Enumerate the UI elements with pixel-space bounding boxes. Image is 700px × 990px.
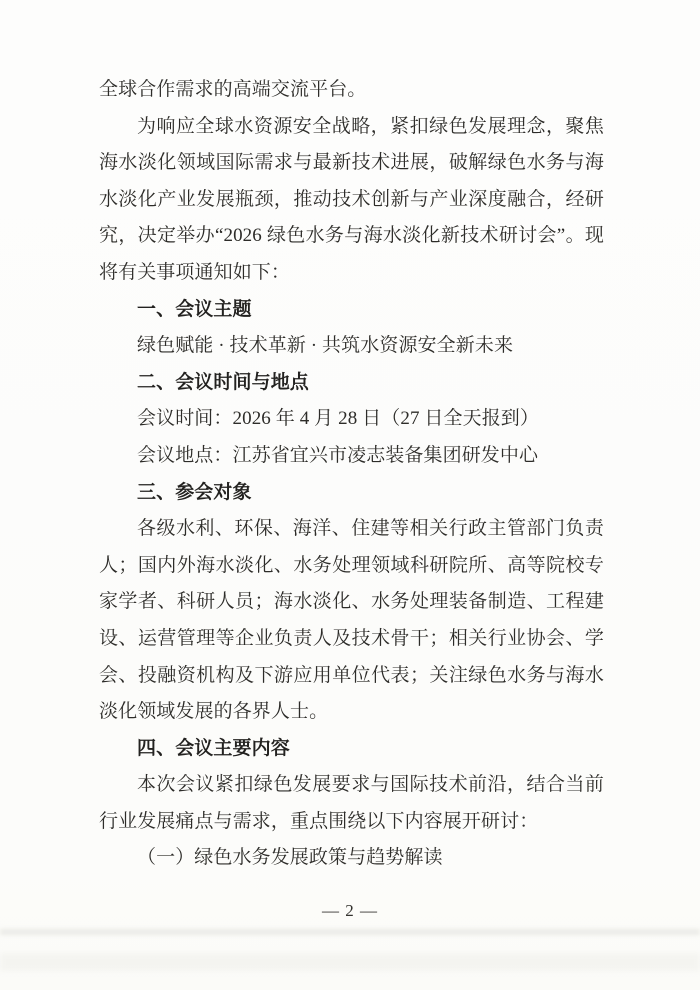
paragraph: 本次会议紧扣绿色发展要求与国际技术前沿，结合当前行业发展痛点与需求，重点围绕以下内容展开研讨： <box>99 774 604 832</box>
paragraph: 全球合作需求的高端交流平台。 <box>99 79 367 100</box>
section-heading: 三、参会对象 <box>137 481 252 503</box>
paragraph: 会议地点：江苏省宜兴市凌志装备集团研发中心 <box>137 444 539 466</box>
document-body <box>99 72 604 877</box>
paragraph: 为响应全球水资源安全战略，紧扣绿色发展理念，聚焦海水淡化领域国际需求与最新技术进展，破解绿色水务与海水淡化产业发展瓶颈，推动技术创新与产业深度融合，经研究，决定举办“2026 绿色水务与海水淡化新技术研讨会”。现将有关事项通知如下： <box>99 115 604 283</box>
section-heading: 一、会议主题 <box>137 298 252 320</box>
section-heading: 二、会议时间与地点 <box>137 371 309 393</box>
scan-artifact-band <box>0 953 700 971</box>
paragraph: 绿色赋能 · 技术革新 · 共筑水资源安全新未来 <box>137 335 514 357</box>
paragraph: （一）绿色水务发展政策与趋势解读 <box>137 847 443 869</box>
paragraph: 会议时间：2026 年 4 月 28 日（27 日全天报到） <box>137 408 540 430</box>
section-heading: 四、会议主要内容 <box>137 737 290 759</box>
scan-artifact-band <box>0 929 700 935</box>
page-number: — 2 — <box>322 901 378 920</box>
paragraph: 各级水利、环保、海洋、住建等相关行政主管部门负责人；国内外海水淡化、水务处理领域科研院所、高等院校专家学者、科研人员；海水淡化、水务处理装备制造、工程建设、运营管理等企业负责人及技术骨干；相关行业协会、学会、投融资机构及下游应用单位代表；关注绿色水务与海水淡化领域发展的各界人士。 <box>99 518 604 723</box>
